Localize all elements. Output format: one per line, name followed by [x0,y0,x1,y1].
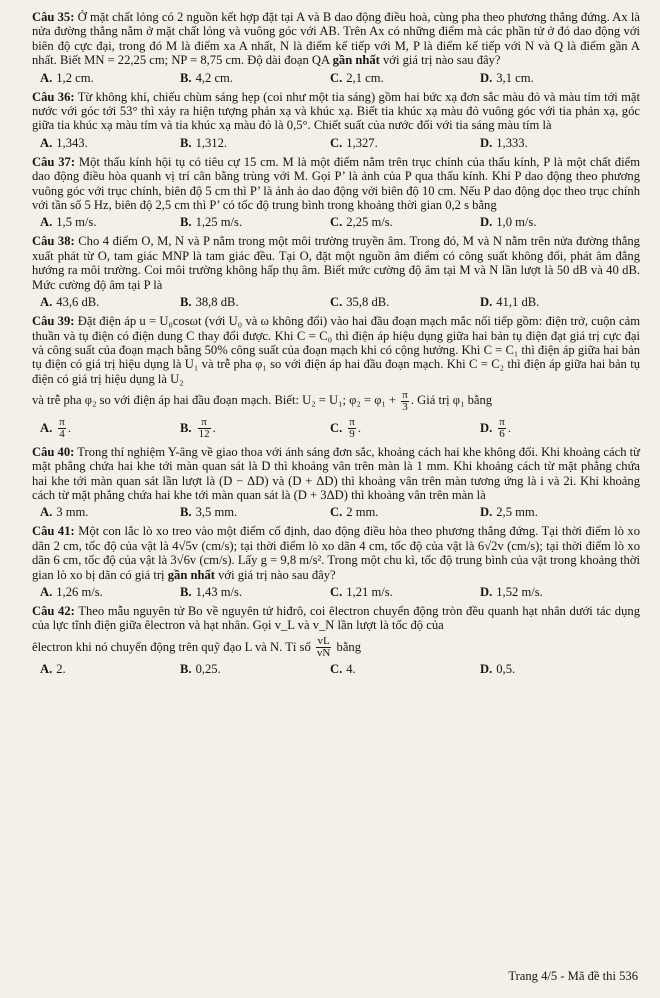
question-42 [32,604,640,633]
question-36 [32,90,640,133]
question-38 [32,234,640,292]
question-text: Theo mẫu nguyên tử Bo về nguyên tử hiđrô, coi êlectron chuyển động tròn đều quanh hạt nhân dưới tác dụng của lực tĩnh điện giữa êlectron và hạt nhân. Gọi v_L và v_N lần lượt là tốc độ của [32,603,640,633]
question-label: Câu 40: [32,444,75,459]
options-39 [32,415,640,441]
option-b: B. 1,312. [180,135,228,150]
option-b: B. 38,8 dB. [180,295,239,310]
fraction: $\frac{\pi}{3}$ [402,388,408,413]
option-b: B. 4,2 cm. [180,70,233,85]
option-a: A. 2. [40,662,66,677]
question-text: Ở mặt chất lỏng có 2 nguồn kết hợp đặt tại A và B dao động điều hoà, cùng pha theo phương thẳng đứng. Ax là nửa đường thẳng nằm ở mặt chất lỏng và vuông góc với AB. Trên Ax có những điểm mà các phần tử ở đó dao động với biên độ cực đại, trong đó M là điểm xa A nhất, N là điểm kế tiếp với M, P là điểm kế tiếp với N và Q là điểm gần A nhất. Biết MN = 22,25 cm; NP = 8,75 cm. Độ dài đoạn QA [32,10,640,68]
option-a: A. 3 mm. [40,505,89,520]
option-a: A. 1,343. [40,135,88,150]
option-b: B. 1,25 m/s. [180,215,243,230]
page-footer: Trang 4/5 - Mã đề thi 536 [508,969,638,983]
options-40 [32,504,640,520]
question-text: Từ không khí, chiếu chùm sáng hẹp (coi như một tia sáng) gồm hai bức xạ đơn sắc màu đỏ và màu tím tới mặt nước với góc tới 53° thì xảy ra hiện tượng phản xạ và khúc xạ. Biết tia khúc xạ màu đỏ vuông góc với tia phản xạ, góc giữa tia khúc xạ màu tím và tia khúc xạ màu đỏ là 0,5°. Chiết suất của nước đối với tia sáng màu tím là [32,89,641,133]
question-37 [32,155,640,213]
option-d: D. 1,333. [480,135,528,150]
question-text: Một thấu kính hội tụ có tiêu cự 15 cm. M là một điểm nằm trên trục chính của thấu kính, P là một chất điểm dao động điều hòa quanh vị trí cân bằng trùng với M. Gọi P’ là ảnh của P qua thấu kính. Khi P dao động theo phương vuông góc với trục chính, biên độ 5 cm thì P’ là ảnh ảo dao động với biên độ 10 cm. Nếu P dao động dọc theo trục chính với tần số 5 Hz, biên độ 2,5 cm thì P’ có tốc độ trung bình trong khoảng thời gian 0,2 s bằng [32,154,640,213]
option-a: A. 1,5 m/s. [40,215,97,230]
option-b: B. 1,43 m/s. [180,584,243,599]
option-b: B. 0,25. [180,662,221,677]
question-text: Trong thí nghiệm Y-âng về giao thoa với ánh sáng đơn sắc, khoảng cách hai khe không đổi. Khi khoảng cách từ mặt phẳng chứa hai khe tới màn quan sát là D thì khoảng vân trên màn là 1 mm. Khi khoảng cách từ mặt phẳng chứa hai khe tới màn quan sát lần lượt là (D − ΔD) và (D + ΔD) thì khoảng vân trên màn tương ứng là i và 2i. Khi khoảng cách từ mặt phẳng chứa hai khe tới màn quan sát là (D + 3ΔD) thì khoảng vân trên màn là [32,444,640,502]
question-label: Câu 36: [32,89,75,104]
question-label: Câu 37: [32,154,76,169]
question-label: Câu 38: [32,234,75,249]
option-c: C. 35,8 dB. [330,295,390,310]
question-text: Cho 4 điểm O, M, N và P nằm trong một môi trường truyền âm. Trong đó, M và N nằm trên nửa đường thẳng xuất phát từ O, tam giác MNP là tam giác đều. Tại O, đặt một nguồn âm điểm có công suất không đổi, phát âm đẳng hướng ra môi trường. Coi môi trường không hấp thụ âm. Biết mức cường độ âm tại M và N lần lượt là 50 dB và 40 dB. Mức cường độ âm tại P là [32,234,640,292]
option-c: C. 2 mm. [330,505,379,520]
question-text: Một con lắc lò xo treo vào một điểm cố định, dao động điều hòa theo phương thẳng đứng. Tại thời điểm lò xo dãn 2 cm, tốc độ của vật là 4√5v (cm/s); tại thời điểm lò xo dãn 4 cm, tốc độ của vật là 6√2v (cm/s); tại thời điểm lò xo dãn 6 cm, tốc độ của vật là 3√6v (cm/s). Lấy g = 9,8 m/s². Trong một chu kì, tốc độ trung bình của vật trong khoảng thời gian lò xo bị dãn có giá trị [32,524,640,582]
question-40 [32,445,640,503]
question-text: và trễ pha φ₂ so với điện áp hai đầu đoạn mạch. Biết: U₂ = U₁; φ₂ = φ₁ + [32,393,397,408]
option-c: C. 2,25 m/s. [330,215,393,230]
options-37 [32,214,640,230]
options-35 [32,70,640,86]
option-d: D. 3,1 cm. [480,70,534,85]
option-d: D. 1,0 m/s. [480,215,537,230]
question-41 [32,524,640,582]
question-tail: . Giá trị φ₁ bằng [410,393,493,408]
options-38 [32,294,640,310]
question-39-line2 [32,388,640,413]
question-label: Câu 35: [32,10,75,24]
option-c: C. 1,21 m/s. [330,584,393,599]
option-a: A. 1,26 m/s. [40,584,103,599]
question-text: Đặt điện áp u = U₀cosωt (với U₀ và ω không đổi) vào hai đầu đoạn mạch mắc nối tiếp gồm: điện trở, cuộn cảm thuần và tụ điện có điện dung C thay đổi được. Khi C = C₀ thì điện áp hiệu dụng giữa hai bản tụ điện đạt giá trị cực đại và công suất của đoạn mạch bằng 50% công suất của đoạn mạch khi có cộng hưởng. Khi C = C₁ thì điện áp giữa hai bản tụ điện có giá trị hiệu dụng là U₁ và trễ pha φ₁ so với điện áp hai đầu đoạn mạch. Khi C = C₂ thì điện áp giữa hai bản tụ điện có giá trị hiệu dụng là U₂ [32,314,640,386]
options-42 [32,661,640,677]
question-42-line2 [32,635,640,660]
option-b: B. 3,5 mm. [180,505,238,520]
option-d: D. 1,52 m/s. [480,584,543,599]
options-41 [32,584,640,600]
question-label: Câu 41: [32,524,75,539]
question-35 [32,10,640,68]
question-tail: với giá trị nào sau đây? [218,567,336,582]
option-c: C. 4. [330,662,356,677]
option-d: D. 0,5. [480,662,516,677]
option-c: C. $\frac{\pi}{9}$ . [330,416,361,441]
option-d: D. $\frac{\pi}{6}$ . [480,416,511,441]
question-emphasis: gần nhất [332,53,380,68]
option-c: C. 2,1 cm. [330,70,384,85]
question-label: Câu 42: [32,603,75,618]
question-tail: với giá trị nào sau đây? [383,53,501,68]
question-39 [32,314,640,386]
question-label: Câu 39: [32,314,75,329]
option-d: D. 41,1 dB. [480,295,540,310]
option-b: B. $\frac{\pi}{12}$ . [180,416,216,441]
option-a: A. $\frac{\pi}{4}$ . [40,416,71,441]
question-emphasis: gần nhất [167,567,215,582]
option-a: A. 1,2 cm. [40,70,94,85]
fraction: $\frac{vL}{vN}$ [316,635,331,660]
option-a: A. 43,6 dB. [40,295,100,310]
question-text: êlectron khi nó chuyển động trên quỹ đạo L và N. Tỉ số [32,639,311,654]
option-d: D. 2,5 mm. [480,505,538,520]
question-tail: bằng [336,639,361,654]
options-36 [32,135,640,151]
option-c: C. 1,327. [330,135,378,150]
